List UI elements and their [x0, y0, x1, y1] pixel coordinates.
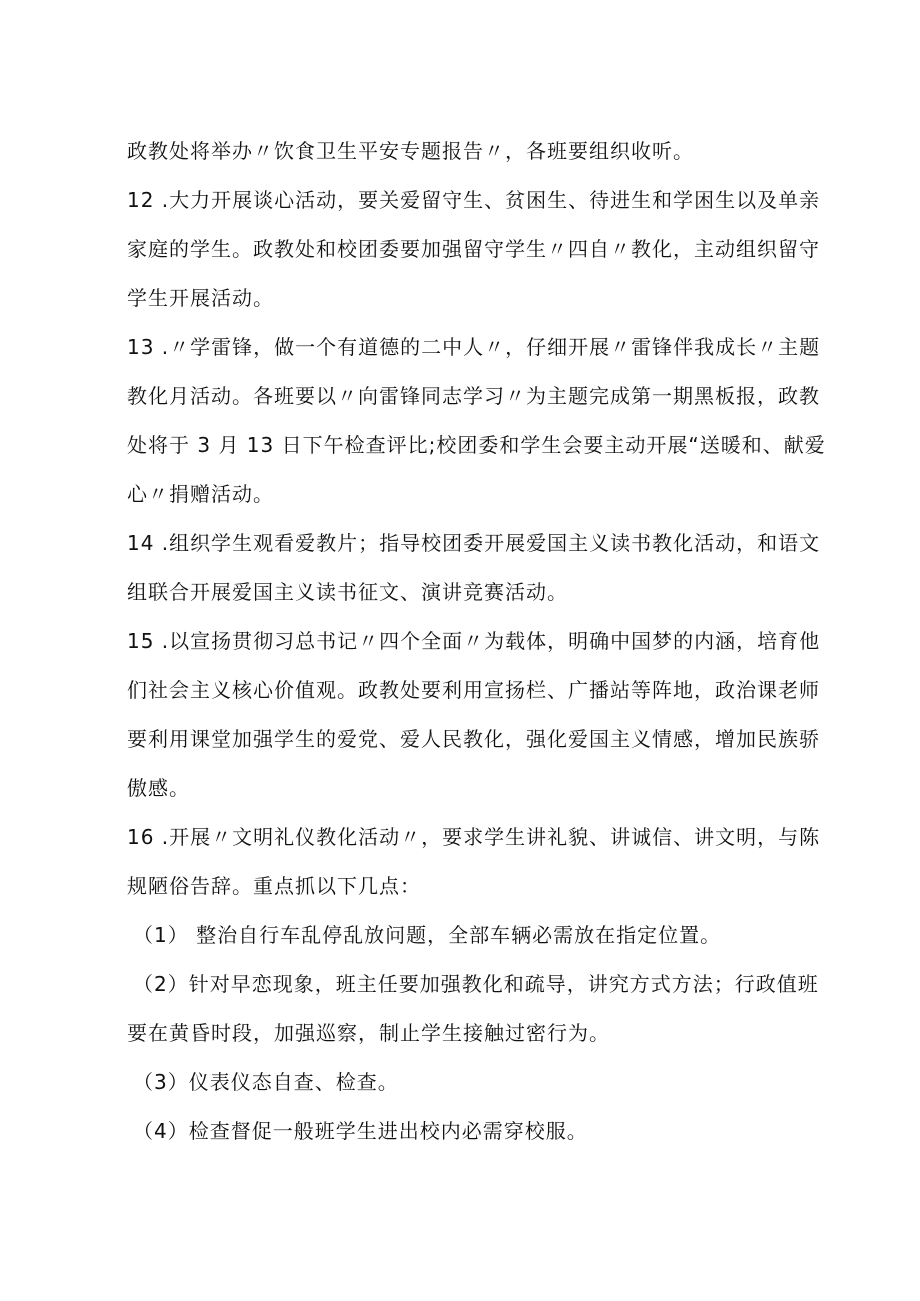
text-line: 16 .开展〃文明礼仪教化活动〃，要求学生讲礼貌、讲诚信、讲文明，与陈 [127, 825, 821, 849]
text-line: 政教处将举办〃饮食卫生平安专题报告〃，各班要组织收听。 [127, 139, 694, 163]
text-line: 傲感。 [127, 776, 190, 800]
text-line: （1） 整治自行车乱停乱放问题，全部车辆必需放在指定位置。 [133, 923, 722, 947]
text-line: 心〃捐赠活动。 [127, 482, 274, 506]
text-line: 教化月活动。各班要以〃向雷锋同志学习〃为主题完成第一期黑板报，政教 [127, 384, 820, 408]
text-line: 14 .组织学生观看爱教片；指导校团委开展爱国主义读书教化活动，和语文 [127, 531, 821, 555]
text-line: 规陋俗告辞。重点抓以下几点： [127, 874, 421, 898]
text-line: 学生开展活动。 [127, 286, 274, 310]
text-line: 12 .大力开展谈心活动，要关爱留守生、贫困生、待进生和学困生以及单亲 [127, 188, 821, 212]
text-line: 们社会主义核心价值观。政教处要利用宣扬栏、广播站等阵地，政治课老师 [127, 678, 820, 702]
text-line: （4）检查督促一般班学生进出校内必需穿校服。 [133, 1119, 588, 1143]
text-line: 要利用课堂加强学生的爱党、爱人民教化，强化爱国主义情感，增加民族骄 [127, 727, 820, 751]
text-line: 家庭的学生。政教处和校团委要加强留守学生〃四自〃教化，主动组织留守 [127, 237, 820, 261]
text-line: 要在黄昏时段，加强巡察，制止学生接触过密行为。 [127, 1021, 610, 1045]
text-line: （3）仪表仪态自查、检查。 [133, 1070, 399, 1094]
text-line: 组联合开展爱国主义读书征文、演讲竞赛活动。 [127, 580, 568, 604]
text-line: 15 .以宣扬贯彻习总书记〃四个全面〃为载体，明确中国梦的内涵，培育他 [127, 629, 821, 653]
text-line: 处将于 3 月 13 日下午检查评比;校团委和学生会要主动开展“送暖和、献爱 [127, 433, 826, 457]
text-line: （2）针对早恋现象，班主任要加强教化和疏导，讲究方式方法；行政值班 [133, 972, 819, 996]
text-line: 13 .〃学雷锋，做一个有道德的二中人〃，仔细开展〃雷锋伴我成长〃主题 [127, 335, 821, 359]
